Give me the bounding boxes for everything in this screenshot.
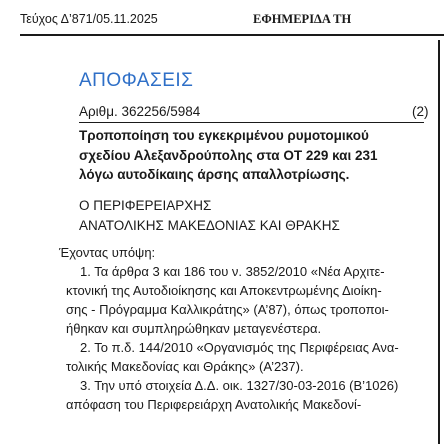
- gazette-name: ΕΦΗΜΕΡΙΔΑ ΤΗ: [253, 12, 352, 26]
- body-line: κτονική της Αυτοδιοίκησης και Αποκεντρωμένης Διοίκη-: [66, 283, 382, 298]
- authority-line: ΑΝΑΤΟΛΙΚΗΣ ΜΑΚΕΔΟΝΙΑΣ ΚΑΙ ΘΡΑΚΗΣ: [79, 217, 340, 233]
- decision-number-rule: [79, 122, 424, 123]
- authority-line: Ο ΠΕΡΙΦΕΡΕΙΑΡΧΗΣ: [79, 198, 212, 213]
- section-title: ΑΠΟΦΑΣΕΙΣ: [79, 70, 194, 91]
- header-rule: [20, 34, 444, 36]
- decision-title-line: σχεδίου Αλεξανδρούπολης στα ΟΤ 229 και 231: [79, 147, 378, 163]
- issue-reference: Τεύχος Δ’871/05.11.2025: [20, 12, 158, 26]
- decision-title: [79, 126, 435, 185]
- decision-index: (2): [412, 104, 429, 119]
- decision-body: [59, 243, 435, 414]
- body-line: Έχοντας υπόψη:: [59, 245, 156, 260]
- body-line: απόφαση του Περιφερειάρχη Ανατολικής Μακεδονί-: [66, 397, 362, 412]
- body-line: 1. Τα άρθρα 3 και 186 του ν. 3852/2010 «Νέα Αρχιτε-: [80, 264, 385, 279]
- body-line: ήθηκαν και συμπληρώθηκαν μεταγενέστερα.: [66, 321, 322, 336]
- decision-title-line: Τροποποίηση του εγκεκριμένου ρυμοτομικού: [79, 128, 369, 143]
- body-line: τολικής Μακεδονίας και Θράκης» (Α’237).: [66, 359, 304, 374]
- issuing-authority: [79, 196, 340, 235]
- decision-number: Αριθμ. 362256/5984: [79, 104, 201, 119]
- body-line: σης - Πρόγραμμα Καλλικράτης» (Α’87), όπως τροποποι-: [66, 302, 389, 317]
- decision-title-line: λόγω αυτοδίκαιης άρσης απαλλοτρίωσης.: [79, 167, 350, 182]
- body-line: 3. Την υπό στοιχεία Δ.Δ. οικ. 1327/30-03-2016 (Β’1026): [80, 378, 399, 393]
- body-line: 2. Το π.δ. 144/2010 «Οργανισμός της Περιφέρειας Ανα-: [80, 340, 399, 355]
- column-divider: [438, 40, 440, 444]
